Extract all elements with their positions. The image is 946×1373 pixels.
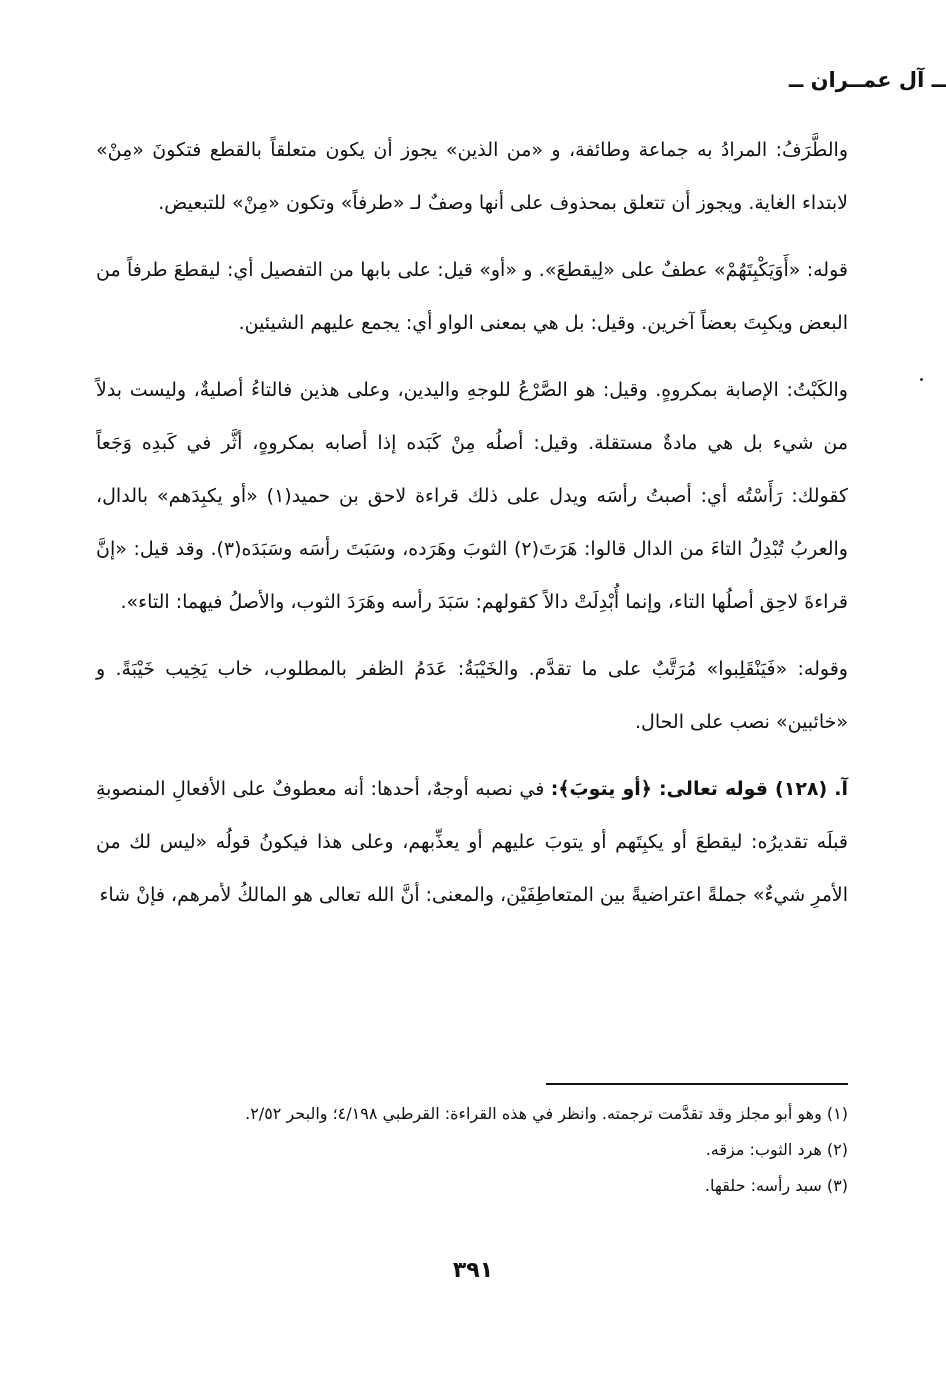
footnote-1: (١) وهو أبو مجلز وقد تقدَّمت ترجمته. وانظر في هذه القراءة: القرطبي ٤/١٩٨؛ والبحر ٢/٥٢. xyxy=(245,1104,848,1123)
paragraph-yanqalibu: وقوله: «فَيَنْقَلِبوا» مُرَتَّبٌ على ما تقدَّم. والخَيْبَةُ: عَدَمُ الظفر بالمطلوب، خاب يَخِيب خَيْبَةً. و «خائبين» نصب على الحال. xyxy=(96,658,848,733)
footnote-2: (٢) هرد الثوب: مزقه. xyxy=(705,1140,848,1159)
paragraph-verse-128 xyxy=(96,763,848,922)
main-text xyxy=(96,124,848,936)
footnotes xyxy=(96,1096,848,1204)
paragraph-kabt: والكَبْتُ: الإصابة بمكروهٍ. وقيل: هو الصَّرْعُ للوجهِ واليدين، وعلى هذين فالتاءُ أصليةٌ، وليست بدلاً من شيء بل هي مادةٌ مستقلة. وقيل: أصلُه مِنْ كَبَده إذا أصابه بمكروهٍ، أثَّر في كَبدِه وَجَعاً كقولك: رَأَسْتُه أي: أصبتُ رأسَه ويدل على ذلك قراءة لاحق بن حميد(١) «أو يكبِدَهم» بالدال، والعربُ تُبْدِلُ التاءَ من الدال قالوا: هَرَتَ(٢) الثوبَ وهَرَده، وسَبَتَ رأسَه وسَبَدَه(٣). وقد قيل: «إنَّ قراءةَ لاحِق أصلُها التاء، وإنما أُبْدِلَتْ دالاً كقولهم: سَبَدَ رأسه وهَرَدَ الثوب، والأصلُ فيهما: التاء». xyxy=(96,379,848,613)
paragraph-aw-yakbitahum: قوله: «أَوَيَكْبِتَهُمْ» عطفٌ على «لِيقطعَ». و «أو» قيل: على بابها من التفصيل أي: ليقطعَ طرفاً من البعض ويكبِتَ بعضاً آخرين. وقيل: بل هي بمعنى الواو أي: يجمع عليهم الشيئين. xyxy=(96,259,848,334)
verse-label: آ. (١٢٨) قوله تعالى: ﴿أو يتوبَ﴾: xyxy=(550,778,848,800)
footnote-divider xyxy=(546,1083,848,1085)
page-number: ٣٩١ xyxy=(452,1258,494,1283)
verse-commentary: في نصبه أوجهٌ، أحدها: أنه معطوفٌ على الأفعالِ المنصوبةِ قبلَه تقديرُه: ليقطعَ أو يكبِتَهم أو يتوبَ عليهم أو يعذِّبهم، وعلى هذا فيكونُ قولُه «ليس لك من الأمرِ شيءٌ» جملةً اعتراضيةً بين المتعاطِفَيْن، والمعنى: أنَّ الله تعالى هو المالكُ لأمرهم، فإنْ شاء xyxy=(96,778,848,906)
margin-dot xyxy=(920,378,923,381)
running-header: ــ آل عمــران ــ xyxy=(788,68,946,92)
paragraph-tarf: والطَّرَفُ: المرادُ به جماعة وطائفة، و «من الذين» يجوز أن يكون متعلقاً بالقطع فتكونَ «مِنْ» لابتداء الغاية. ويجوز أن تتعلق بمحذوف على أنها وصفٌ لـ «طرفاً» وتكون «مِنْ» للتبعيض. xyxy=(96,139,848,214)
footnote-3: (٣) سبد رأسه: حلقها. xyxy=(704,1176,848,1195)
